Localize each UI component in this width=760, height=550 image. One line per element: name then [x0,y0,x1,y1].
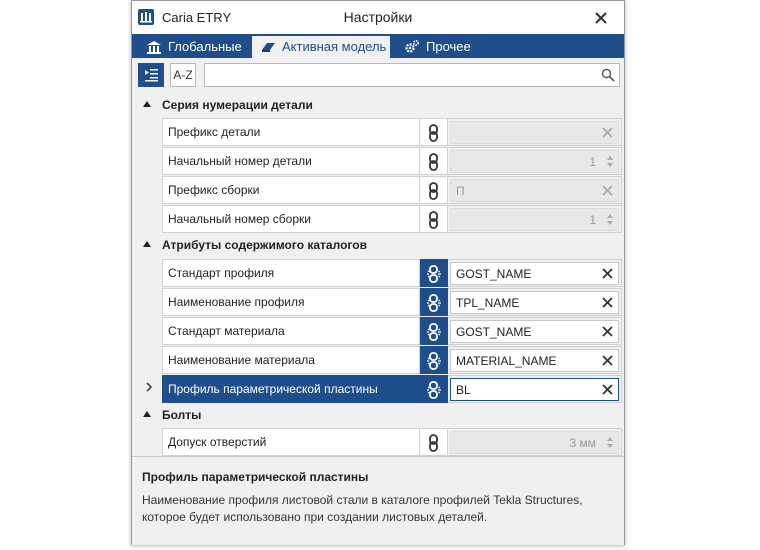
link-toggle-button[interactable] [420,375,448,403]
property-value-cell [448,176,622,204]
chain-link-icon [426,211,442,229]
clear-icon[interactable] [602,297,613,308]
group-view-button[interactable] [138,63,164,87]
collapse-caret-icon [142,239,152,249]
broken-link-icon [426,265,442,283]
clear-icon[interactable] [602,185,613,196]
property-label: Префикс детали [162,118,420,146]
beam-icon [260,39,276,55]
description-text: Наименование профиля листовой стали в каталоге профилей Tekla Structures, которое будет использовано при создании листовых деталей. [142,493,583,524]
broken-link-icon [426,294,442,312]
property-label: Профиль параметрической пластины [162,375,420,403]
property-value-cell [448,259,622,287]
property-label: Наименование профиля [162,288,420,316]
spinner-arrows-icon[interactable] [605,434,615,451]
tab-global[interactable] [138,36,248,58]
chain-link-icon [426,434,442,452]
property-value-cell [448,118,622,146]
property-value-cell [448,346,622,374]
tab-other[interactable] [396,36,486,58]
property-label: Начальный номер сборки [162,205,420,233]
gears-icon [404,39,420,55]
property-row-profile-name[interactable] [162,288,622,317]
collapse-caret-icon [142,409,152,419]
window-title: Настройки [343,9,413,25]
search-input[interactable] [209,65,593,87]
spinner-arrows-icon[interactable] [605,211,615,228]
building-icon [146,39,162,55]
collapse-caret-icon [142,99,152,109]
tab-bar [132,34,624,58]
chain-link-icon [426,124,442,142]
description-title: Профиль параметрической пластины [142,470,369,484]
clear-icon[interactable] [602,355,613,366]
property-row-material-standard[interactable] [162,317,622,346]
tab-global-label: Глобальные [168,39,242,54]
app-name: Caria ETRY [162,10,232,25]
property-value-cell [448,147,622,175]
property-label: Префикс сборки [162,176,420,204]
profile-standard-field[interactable] [450,262,619,285]
field-value: 1 [589,213,596,227]
property-row-part-start-number[interactable] [162,147,622,176]
link-toggle-button[interactable] [420,346,448,374]
link-toggle-button[interactable] [420,428,448,456]
clear-icon[interactable] [602,326,613,337]
property-label: Стандарт профиля [162,259,420,287]
section-header-catalog-attributes[interactable] [132,233,624,257]
field-value: GOST_NAME [456,267,532,281]
search-icon[interactable] [601,68,615,82]
link-toggle-button[interactable] [420,205,448,233]
material-standard-field[interactable] [450,320,619,343]
grouped-list-icon [139,64,163,86]
field-value: 3 мм [569,436,596,450]
hole-tolerance-field[interactable] [450,431,619,454]
sort-az-label: A-Z [173,68,193,82]
field-value: GOST_NAME [456,325,532,339]
toolbar [132,58,624,94]
tab-other-label: Прочее [426,39,471,54]
property-row-assembly-prefix[interactable] [162,176,622,205]
description-panel [132,456,624,545]
property-label: Допуск отверстий [162,428,420,456]
broken-link-icon [426,323,442,341]
section-header-bolts[interactable] [132,403,624,427]
sort-az-button[interactable] [170,63,196,87]
close-button[interactable] [590,7,612,29]
broken-link-icon [426,352,442,370]
property-label: Наименование материала [162,346,420,374]
field-value: MATERIAL_NAME [456,354,557,368]
material-name-field[interactable] [450,349,619,372]
field-value: TPL_NAME [456,296,520,310]
section-title: Болты [162,408,202,422]
spinner-arrows-icon[interactable] [605,153,615,170]
assembly-prefix-field[interactable] [450,179,619,202]
property-value-cell [448,205,622,233]
chain-link-icon [426,182,442,200]
link-toggle-button[interactable] [420,118,448,146]
clear-icon[interactable] [602,268,613,279]
link-toggle-button[interactable] [420,317,448,345]
part-start-number-field[interactable] [450,150,619,173]
section-header-part-numbering[interactable] [132,93,624,117]
title-bar [132,1,624,34]
property-row-hole-tolerance[interactable] [162,428,622,457]
link-toggle-button[interactable] [420,147,448,175]
section-title: Атрибуты содержимого каталогов [162,238,367,252]
close-icon [590,7,612,29]
clear-icon[interactable] [602,127,613,138]
property-value-cell [448,288,622,316]
settings-window [131,0,625,545]
tab-active-model[interactable] [252,36,390,58]
current-row-chevron-icon [144,382,154,392]
broken-link-icon [426,381,442,399]
property-row-material-name[interactable] [162,346,622,375]
search-box [204,63,620,87]
property-row-part-prefix[interactable] [162,118,622,147]
link-toggle-button[interactable] [420,259,448,287]
field-value: 1 [589,155,596,169]
link-toggle-button[interactable] [420,288,448,316]
assembly-start-number-field[interactable] [450,208,619,231]
parametric-plate-profile-field[interactable] [450,378,619,401]
tab-active-model-label: Активная модель [282,39,387,54]
property-value-cell [448,375,622,403]
property-row-parametric-plate-profile[interactable] [162,375,622,404]
clear-icon[interactable] [602,384,613,395]
app-logo-icon [138,9,154,25]
property-label: Начальный номер детали [162,147,420,175]
chain-link-icon [426,153,442,171]
part-prefix-field[interactable] [450,121,619,144]
field-value: BL [456,383,471,397]
property-value-cell [448,317,622,345]
link-toggle-button[interactable] [420,176,448,204]
property-row-assembly-start-number[interactable] [162,205,622,234]
section-title: Серия нумерации детали [162,98,313,112]
profile-name-field[interactable] [450,291,619,314]
property-label: Стандарт материала [162,317,420,345]
field-value: П [456,184,465,198]
property-row-profile-standard[interactable] [162,259,622,288]
property-value-cell [448,428,622,456]
